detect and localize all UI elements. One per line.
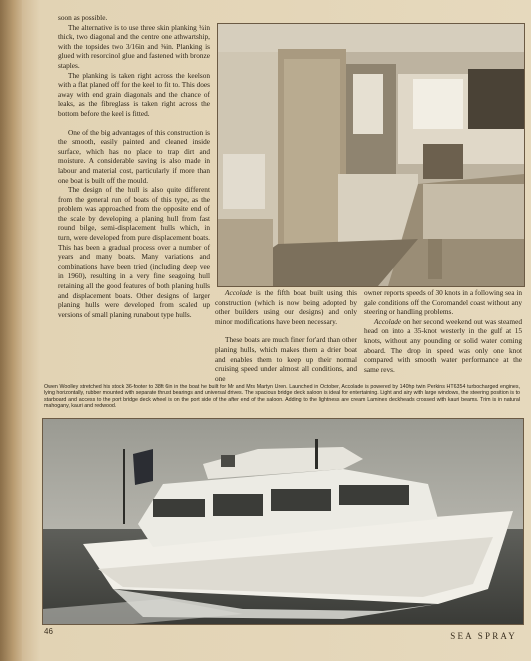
left-text-column [58, 13, 210, 319]
paragraph: One of the big advantages of this construction is the smooth, easily painted and cleaned inside surface, which has no place to trap dirt and moisture. A considerable saving is also made in labour and material cost, particularly if more than one boat is built off the mould. [58, 127, 210, 185]
paragraph: The design of the hull is also quite different from the general run of boats of this type, as the problem was approached from the opposite end of the scale by developing a planing hull from fast round bilge, semi-displacement hulls which, in turn, were developed from pure displacement boats. This has been a gradual process over a number of years and many boats. Many variations and combinations have been tried (including deep vee in 1960), resulting in a very fine seagoing hull retaining all the good features of both planing hulls and displacement boats. Other designs of larger planing hulls were developed from scaled up versions of small planing runabout type hulls. [58, 185, 210, 319]
launch-boat-photo [42, 418, 524, 625]
paragraph-text: is the fifth boat built using this construction (which is now being adopted by other builders using our designs) and only minor modifications have been necessary. [215, 288, 357, 326]
paragraph: These boats are much finer for'ard than other planing hulls, which makes them a drier boat and enables them to keep up their normal cruising speed under almost all conditions, and one [215, 335, 357, 383]
page-binding [0, 0, 22, 661]
paragraph: owner reports speeds of 30 knots in a following sea in gale conditions off the Coromandel coast without any steering or handling problems. [364, 288, 522, 317]
paragraph-text: on her second weekend out was steamed head on into a 35-knot westerly in the gulf at 15 knots, without any pounding or solid water coming aboard. The drop in speed was only one knot compared with smooth water performance at the same revs. [364, 316, 522, 374]
paragraph: soon as possible. [58, 13, 108, 22]
middle-text-column [215, 288, 357, 383]
paragraph [215, 288, 357, 326]
right-text-column [364, 288, 522, 374]
magazine-title: SEA SPRAY [450, 631, 517, 641]
saloon-interior-illustration [218, 24, 524, 286]
motor-launch-illustration [43, 419, 523, 624]
page-number: 46 [44, 627, 53, 636]
paragraph [364, 317, 522, 375]
paragraph: The alternative is to use three skin planking ¾in thick, two diagonal and the centre one athwartship, with the topsides two 3/16in and ⅜in. Planking is glued with resorcinol glue and fastened with bronze staples. [58, 22, 210, 70]
saloon-interior-photo [217, 23, 525, 287]
paragraph: The planking is taken right across the keelson with a flat planed off for the keel to fit to. This does away with end grain diagonals and the chance of leaks, as the fibreglass is taken right across the bottom before the keel is fitted. [58, 70, 210, 118]
photo-caption: Owen Woolley stretched his stock 36-footer to 38ft 6in in the boat he built for Mr and Mrs Martyn Uren. Launched in October, Accolade is powered by 140hp twin Perkins HT6354 turbocharged engines, lying horizontally, rubber mounted with separate thrust bearings and universal drives. The spacious bridge deck saloon is ideal for entertaining. Light and airy with large windows, the steering position is to starboard and access to the port bridge deck wheel is on the port side of the after end of the saloon. Adding to the lightness are cream Laminex deckheads crossed with kauri beams. Trim is in natural mahogany, kauri and redwood. [44, 384, 520, 410]
boat-name: Accolade [374, 316, 402, 326]
boat-name: Accolade [225, 288, 253, 297]
